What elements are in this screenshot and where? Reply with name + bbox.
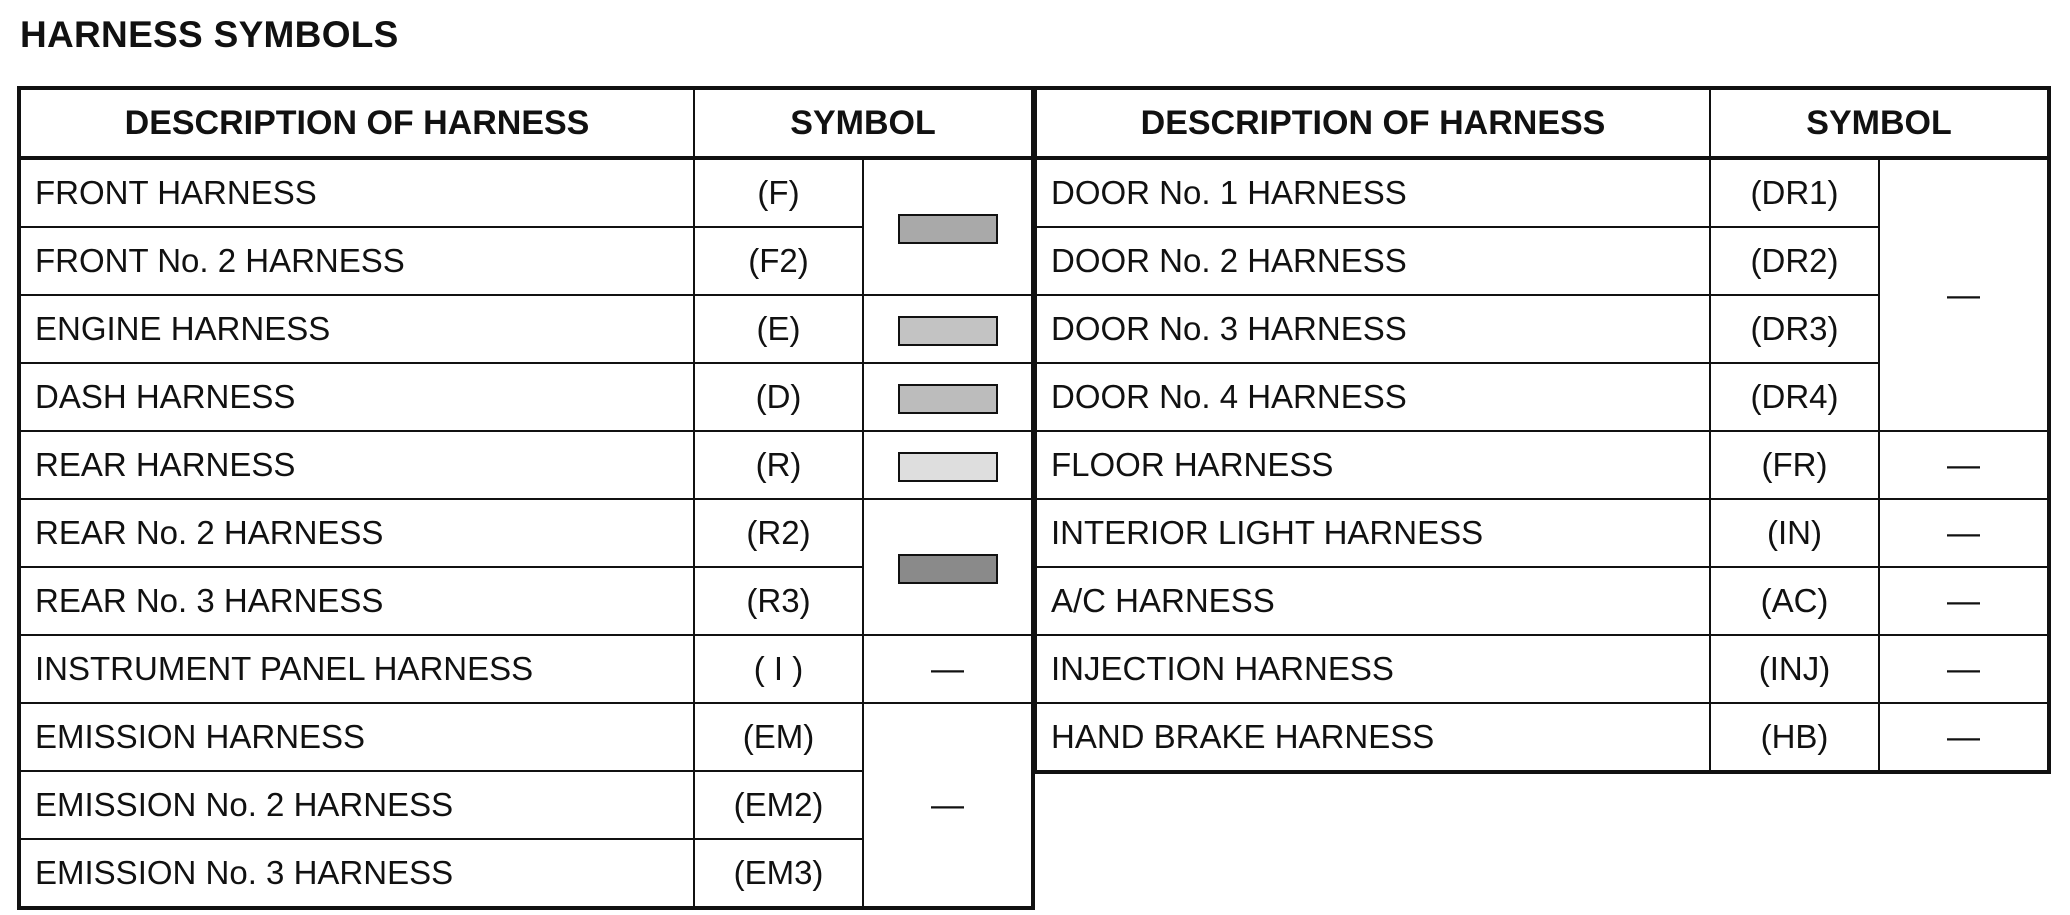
harness-code: (E) — [694, 295, 863, 363]
harness-color-swatch — [898, 316, 998, 346]
harness-description: DOOR No. 4 HARNESS — [1036, 363, 1710, 431]
harness-description: DASH HARNESS — [20, 363, 694, 431]
table-row — [20, 158, 1032, 227]
no-symbol-dash: — — [1947, 582, 1980, 619]
harness-description: HAND BRAKE HARNESS — [1036, 703, 1710, 771]
harness-color-swatch — [898, 214, 998, 244]
harness-description: REAR HARNESS — [20, 431, 694, 499]
symbol-cell — [863, 295, 1032, 363]
harness-code: (DR1) — [1710, 158, 1879, 227]
harness-description: DOOR No. 2 HARNESS — [1036, 227, 1710, 295]
harness-description: FRONT No. 2 HARNESS — [20, 227, 694, 295]
symbol-cell — [863, 703, 1032, 907]
harness-code: ( I ) — [694, 635, 863, 703]
table-row — [20, 431, 1032, 499]
harness-description: EMISSION No. 3 HARNESS — [20, 839, 694, 907]
header-symbol: SYMBOL — [694, 89, 1032, 158]
table-row — [1036, 567, 2048, 635]
harness-description: ENGINE HARNESS — [20, 295, 694, 363]
symbol-cell — [863, 363, 1032, 431]
harness-code: (D) — [694, 363, 863, 431]
symbol-cell — [1879, 431, 2048, 499]
no-symbol-dash: — — [1947, 718, 1980, 755]
harness-code: (EM) — [694, 703, 863, 771]
symbol-cell — [1879, 567, 2048, 635]
harness-description: REAR No. 2 HARNESS — [20, 499, 694, 567]
harness-description: DOOR No. 3 HARNESS — [1036, 295, 1710, 363]
table-row — [1036, 499, 2048, 567]
harness-code: (AC) — [1710, 567, 1879, 635]
symbol-cell — [1879, 499, 2048, 567]
harness-code: (R) — [694, 431, 863, 499]
symbol-cell — [863, 635, 1032, 703]
harness-code: (F2) — [694, 227, 863, 295]
harness-color-swatch — [898, 554, 998, 584]
table-row — [20, 635, 1032, 703]
harness-description: EMISSION HARNESS — [20, 703, 694, 771]
harness-description: FRONT HARNESS — [20, 158, 694, 227]
harness-description: EMISSION No. 2 HARNESS — [20, 771, 694, 839]
no-symbol-dash: — — [931, 650, 964, 687]
harness-code: (DR4) — [1710, 363, 1879, 431]
table-row — [20, 703, 1032, 771]
harness-code: (R3) — [694, 567, 863, 635]
harness-table-left — [19, 88, 1033, 908]
harness-table-right — [1035, 88, 2049, 772]
header-symbol: SYMBOL — [1710, 89, 2048, 158]
table-row — [1036, 635, 2048, 703]
table-row — [1036, 703, 2048, 771]
no-symbol-dash: — — [1947, 446, 1980, 483]
header-description: DESCRIPTION OF HARNESS — [1036, 89, 1710, 158]
harness-code: (F) — [694, 158, 863, 227]
harness-code: (EM2) — [694, 771, 863, 839]
no-symbol-dash: — — [1947, 276, 1980, 313]
page-title: HARNESS SYMBOLS — [20, 14, 399, 55]
symbol-cell — [1879, 158, 2048, 431]
table-row — [1036, 431, 2048, 499]
harness-description: A/C HARNESS — [1036, 567, 1710, 635]
table-row — [20, 295, 1032, 363]
harness-code: (DR3) — [1710, 295, 1879, 363]
harness-color-swatch — [898, 452, 998, 482]
harness-description: REAR No. 3 HARNESS — [20, 567, 694, 635]
symbol-cell — [863, 499, 1032, 635]
harness-color-swatch — [898, 384, 998, 414]
table-row — [20, 499, 1032, 567]
harness-code: (R2) — [694, 499, 863, 567]
header-row — [1036, 89, 2048, 158]
harness-description: INJECTION HARNESS — [1036, 635, 1710, 703]
harness-code: (INJ) — [1710, 635, 1879, 703]
harness-description: DOOR No. 1 HARNESS — [1036, 158, 1710, 227]
header-description: DESCRIPTION OF HARNESS — [20, 89, 694, 158]
harness-code: (IN) — [1710, 499, 1879, 567]
symbol-cell — [863, 158, 1032, 295]
harness-description: INTERIOR LIGHT HARNESS — [1036, 499, 1710, 567]
symbol-cell — [1879, 635, 2048, 703]
no-symbol-dash: — — [1947, 650, 1980, 687]
harness-code: (EM3) — [694, 839, 863, 907]
harness-description: FLOOR HARNESS — [1036, 431, 1710, 499]
harness-code: (DR2) — [1710, 227, 1879, 295]
header-row — [20, 89, 1032, 158]
no-symbol-dash: — — [1947, 514, 1980, 551]
harness-description: INSTRUMENT PANEL HARNESS — [20, 635, 694, 703]
harness-code: (FR) — [1710, 431, 1879, 499]
symbol-cell — [1879, 703, 2048, 771]
symbol-cell — [863, 431, 1032, 499]
no-symbol-dash: — — [931, 786, 964, 823]
table-row — [20, 363, 1032, 431]
harness-code: (HB) — [1710, 703, 1879, 771]
table-row — [1036, 158, 2048, 227]
